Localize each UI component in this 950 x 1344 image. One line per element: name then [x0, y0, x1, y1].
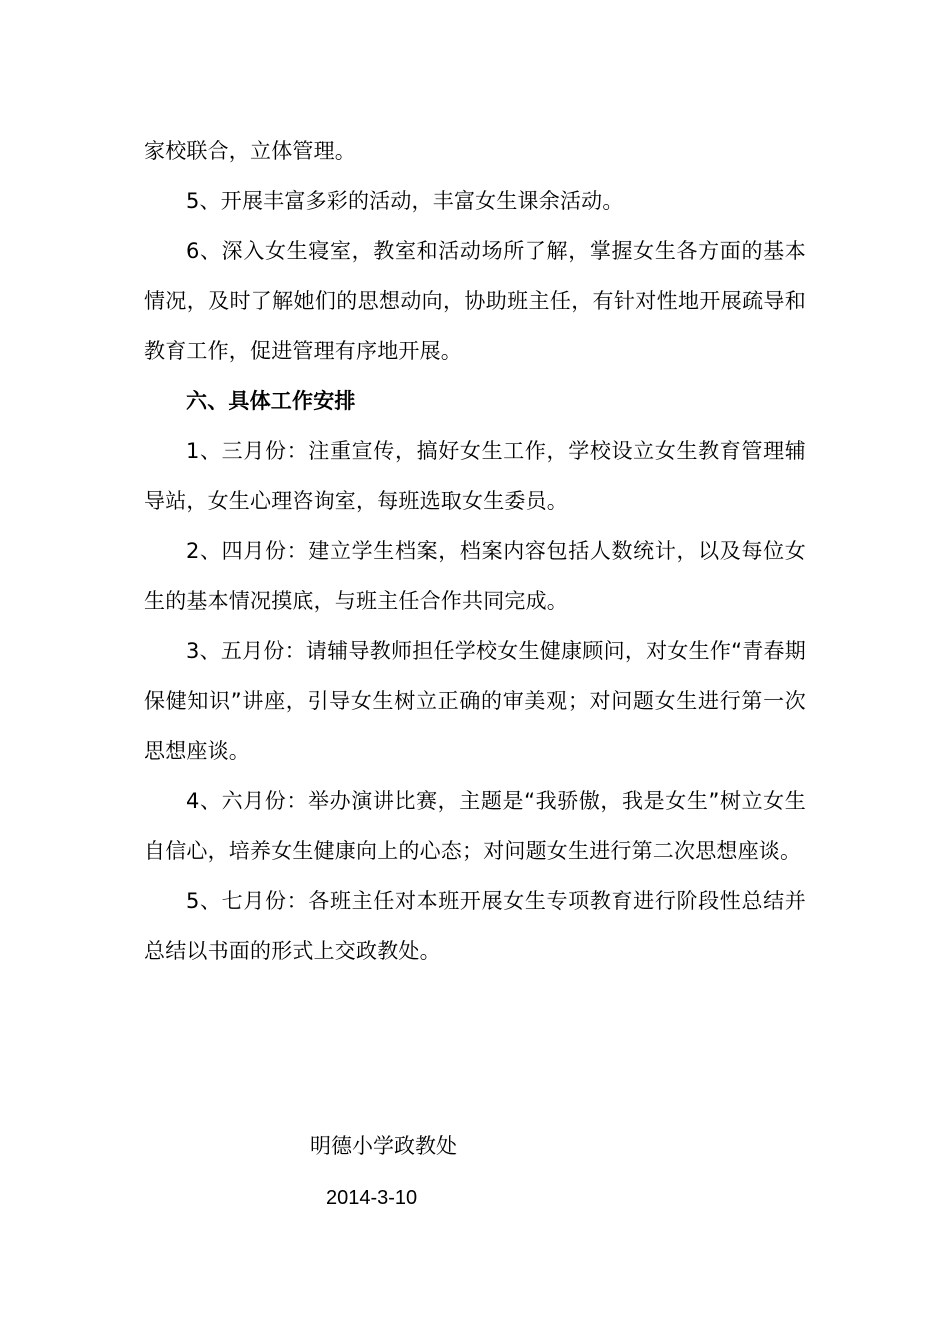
paragraph-march: 1、三月份：注重宣传，搞好女生工作，学校设立女生教育管理辅导站，女生心理咨询室，每班选取女生委员。: [144, 439, 806, 513]
paragraph-may: 3、五月份：请辅导教师担任学校女生健康顾问，对女生作“青春期保健知识”讲座，引导女生树立正确的审美观；对问题女生进行第一次思想座谈。: [144, 639, 806, 763]
paragraph-april: 2、四月份：建立学生档案，档案内容包括人数统计，以及每位女生的基本情况摸底，与班主任合作共同完成。: [144, 539, 806, 613]
paragraph-july: 5、七月份：各班主任对本班开展女生专项教育进行阶段性总结并总结以书面的形式上交政教处。: [144, 889, 806, 963]
document-body: [144, 126, 806, 976]
signature-date: 2014-3-10: [326, 1187, 418, 1209]
paragraph-item-6-dormitory: 6、深入女生寝室，教室和活动场所了解，掌握女生各方面的基本情况，及时了解她们的思想动向，协助班主任，有针对性地开展疏导和教育工作，促进管理有序地开展。: [144, 239, 806, 363]
section-heading-schedule: 六、具体工作安排: [186, 389, 356, 413]
paragraph-item-5-activities: 5、开展丰富多彩的活动，丰富女生课余活动。: [186, 189, 624, 213]
paragraph-june: 4、六月份：举办演讲比赛，主题是“我骄傲，我是女生”树立女生自信心，培养女生健康向上的心态；对问题女生进行第二次思想座谈。: [144, 789, 806, 863]
paragraph-home-school: 家校联合，立体管理。: [144, 139, 356, 163]
signature-office: 明德小学政教处: [310, 1134, 457, 1158]
